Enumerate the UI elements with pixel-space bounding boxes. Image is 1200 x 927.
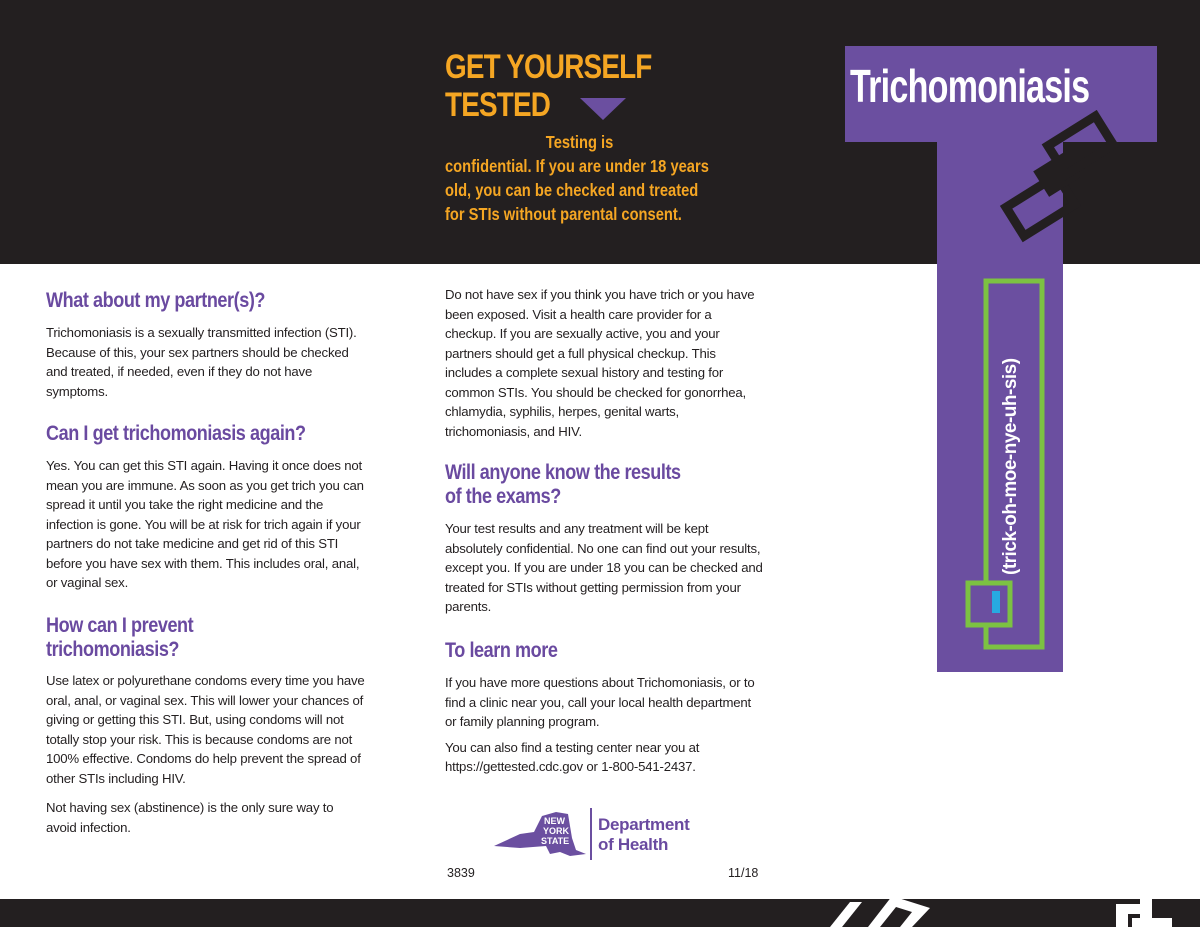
results-section bbox=[445, 461, 765, 617]
publication-code: 3839 bbox=[447, 866, 475, 880]
again-section bbox=[46, 422, 366, 593]
logo-dept-line1: Department bbox=[598, 815, 690, 834]
logo-state-word2: YORK bbox=[543, 826, 570, 836]
new-york-state-map-logo bbox=[490, 808, 590, 864]
decorative-shapes-bottom bbox=[820, 896, 1200, 927]
banner-body bbox=[445, 130, 785, 226]
logo-state-word1: NEW bbox=[544, 816, 565, 826]
banner-heading bbox=[445, 48, 697, 124]
results-body: Your test results and any treatment will be kept absolutely confidential. No one can find out your results, except you. If you are under 18 you can be checked and treated for STIs without getting permission from your parents. bbox=[445, 521, 763, 614]
checkup-body: Do not have sex if you think you have trich or you have been exposed. Visit a health care provider for a checkup. If you are sexually active, you and your partners should get a full physical checkup. This includes a complete sexual history and testing for common STIs. You should be checked for gonorrhea, chlamydia, syphilis, herpes, genital warts, trichomoniasis, and HIV. bbox=[445, 287, 755, 439]
learn-body2: You can also find a testing center near you at https://gettested.cdc.gov or 1-800-541-2437. bbox=[445, 739, 700, 774]
banner-body-line3: old, you can be checked and treated bbox=[445, 180, 699, 200]
partner-heading: What about my partner(s)? bbox=[46, 289, 266, 312]
banner-heading-line1: GET YOURSELF bbox=[445, 48, 652, 86]
decorative-outline-shapes bbox=[990, 110, 1150, 260]
banner-body-line4: for STIs without parental consent. bbox=[445, 204, 682, 224]
prevent-section bbox=[46, 614, 366, 837]
cover-pronunciation: (trick-oh-moe-nye-uh-sis) bbox=[1000, 358, 1021, 575]
again-heading: Can I get trichomoniasis again? bbox=[46, 422, 306, 445]
publication-date: 11/18 bbox=[728, 866, 759, 880]
partner-body: Trichomoniasis is a sexually transmitted infection (STI). Because of this, your sex partners should be checked and treated, if needed, even if they do not have symptoms. bbox=[46, 325, 357, 399]
logo-divider bbox=[590, 808, 592, 860]
learn-heading: To learn more bbox=[445, 639, 558, 662]
prevent-heading-line2: trichomoniasis? bbox=[46, 638, 180, 661]
middle-column bbox=[445, 285, 765, 441]
abstinence-body: Not having sex (abstinence) is the only sure way to avoid infection. bbox=[46, 800, 334, 835]
cover-title: Trichomoniasis bbox=[850, 60, 1090, 112]
logo-dept-line2: of Health bbox=[598, 835, 669, 854]
logo-state-word3: STATE bbox=[541, 836, 570, 846]
learn-body1: If you have more questions about Trichomoniasis, or to find a clinic near you, call your local health department or family planning program. bbox=[445, 675, 755, 729]
prevent-heading-line1: How can I prevent bbox=[46, 614, 194, 637]
logo-department bbox=[598, 815, 689, 855]
results-heading-line2: of the exams? bbox=[445, 485, 561, 508]
banner-heading-line2: TESTED bbox=[445, 86, 551, 124]
triangle-down-icon bbox=[580, 98, 626, 120]
results-heading-line1: Will anyone know the results bbox=[445, 461, 681, 484]
again-body: Yes. You can get this STI again. Having it once does not mean you are immune. As soon as you get trich you can spread it until you take the right medicine and the infection is gone. You will be at risk for trich again if your partners do not take medicine and get rid of this STI before you have sex with them. This includes oral, anal, or vaginal sex. bbox=[46, 458, 364, 590]
prevent-body: Use latex or polyurethane condoms every time you have oral, anal, or vaginal sex. This will lower your chances of giving or getting this STI. But, using condoms will not totally stop your risk. This is because condoms are not 100% effective. Condoms do help prevent the spread of other STIs including HIV. bbox=[46, 673, 365, 786]
learn-section bbox=[445, 639, 765, 777]
left-column bbox=[46, 289, 366, 401]
banner-body-line1: Testing is bbox=[545, 132, 614, 152]
banner-body-line2: confidential. If you are under 18 years bbox=[445, 156, 709, 176]
